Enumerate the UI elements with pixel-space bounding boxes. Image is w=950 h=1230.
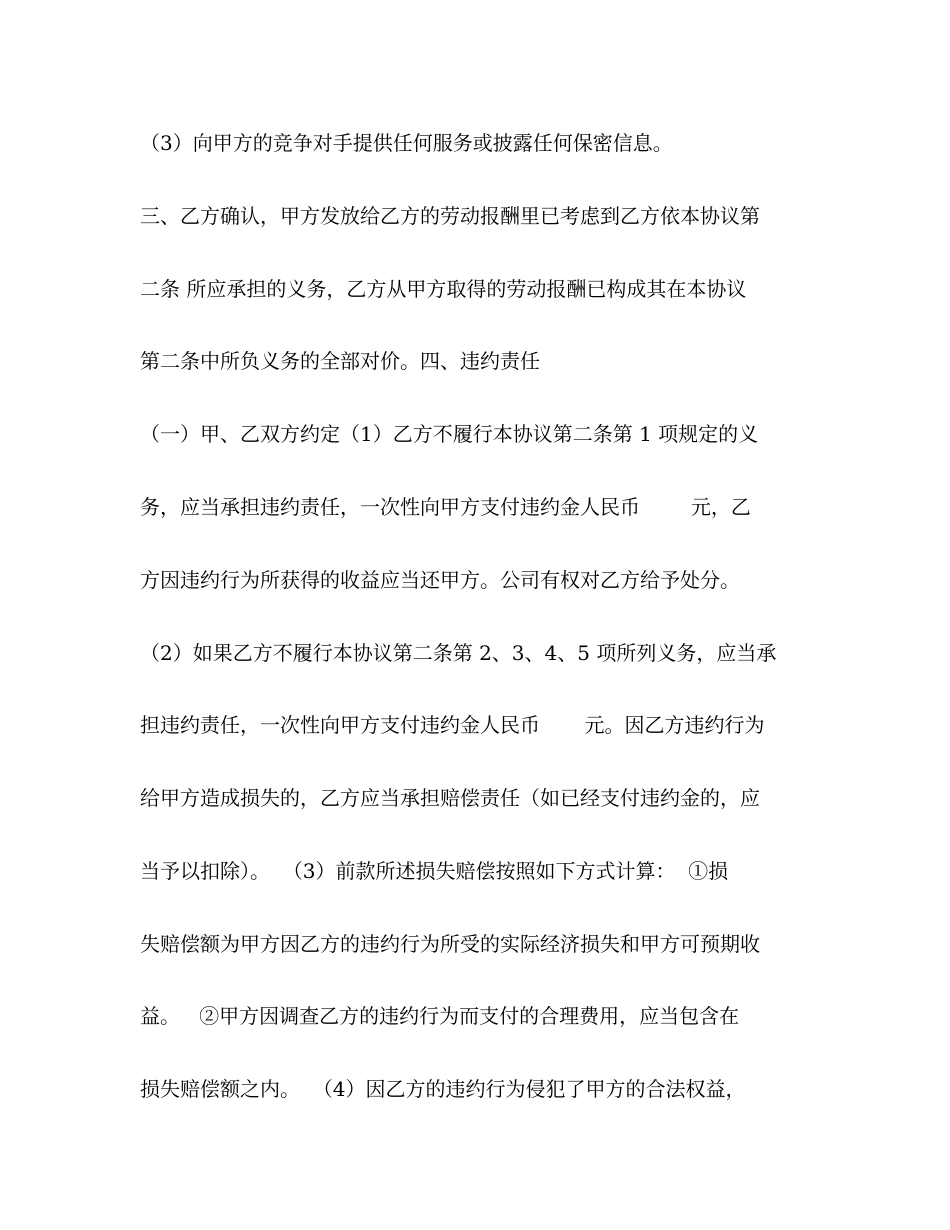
text-line: （一）甲、乙双方约定（1）乙方不履行本协议第二条第 1 项规定的义: [140, 422, 759, 446]
text-line: 当予以扣除）。 （3）前款所述损失赔偿按照如下方式计算： ①损: [140, 859, 729, 883]
text-line: 给甲方造成损失的，乙方应当承担赔偿责任（如已经支付违约金的，应: [140, 786, 760, 810]
text-line: 损失赔偿额之内。 （4）因乙方的违约行为侵犯了甲方的合法权益，: [140, 1077, 746, 1101]
text-line: 失赔偿额为甲方因乙方的违约行为所受的实际经济损失和甲方可预期收: [140, 932, 760, 956]
text-line: 第二条中所负义务的全部对价。四、违约责任: [140, 349, 540, 373]
text-line: 三、乙方确认，甲方发放给乙方的劳动报酬里已考虑到乙方依本协议第: [140, 204, 760, 228]
text-line: （2）如果乙方不履行本协议第二条第 2、3、4、5 项所列义务，应当承: [140, 641, 777, 665]
text-line: 益。 ②甲方因调查乙方的违约行为而支付的合理费用，应当包含在: [140, 1004, 740, 1028]
text-line: 担违约责任，一次性向甲方支付违约金人民币 元。因乙方违约行为: [140, 713, 765, 737]
text-line: （3）向甲方的竞争对手提供任何服务或披露任何保密信息。: [140, 131, 673, 155]
text-line: 方因违约行为所获得的收益应当还甲方。公司有权对乙方给予处分。: [140, 568, 740, 592]
text-line: 务，应当承担违约责任，一次性向甲方支付违约金人民币 元，乙: [140, 495, 751, 519]
text-line: 二条 所应承担的义务，乙方从甲方取得的劳动报酬已构成其在本协议: [140, 277, 747, 301]
